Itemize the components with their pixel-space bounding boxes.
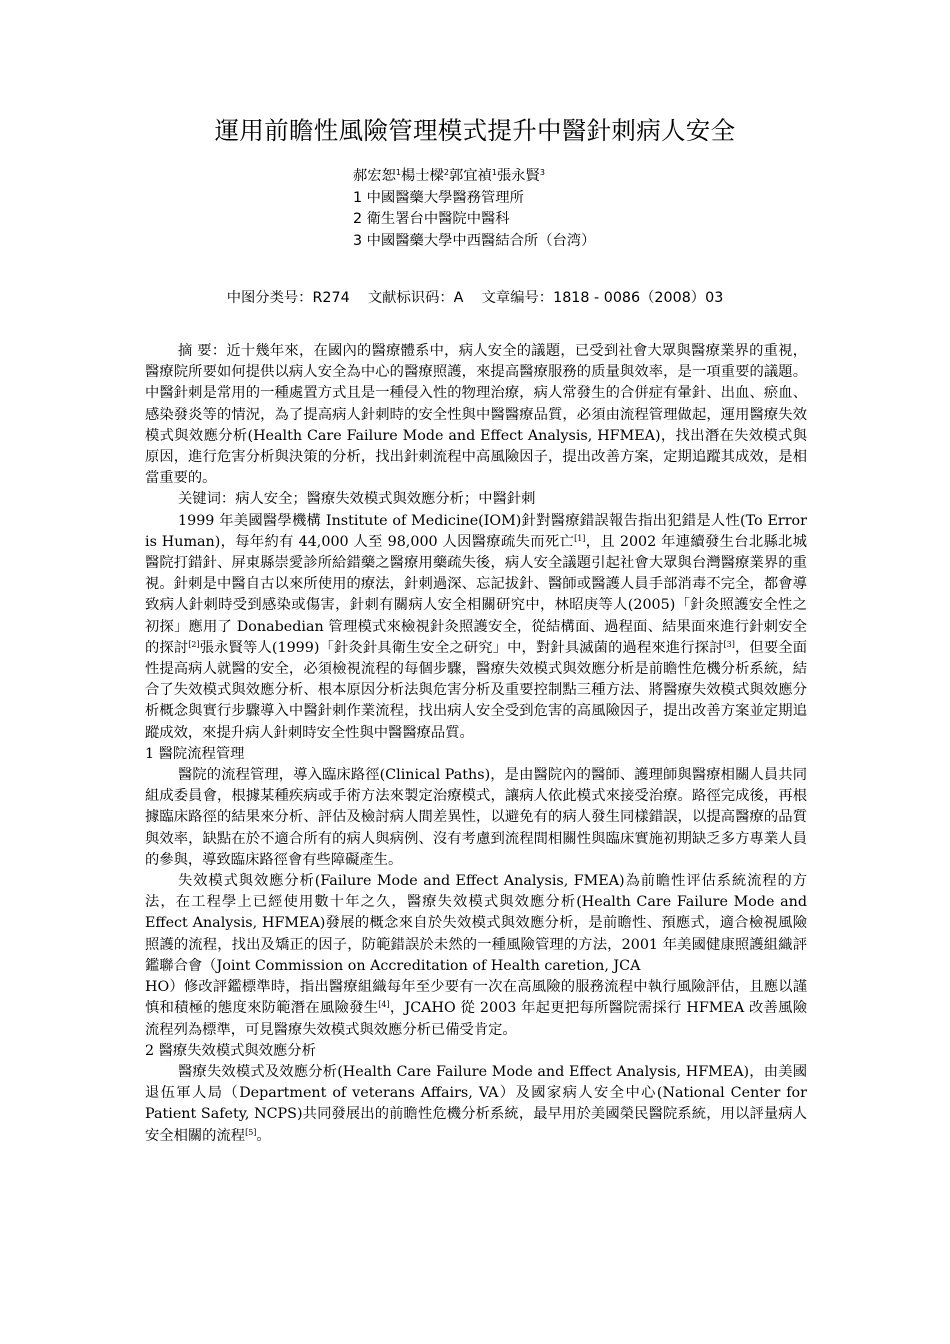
abstract (145, 341, 807, 489)
author-affiliation-mark: 2 (443, 168, 449, 177)
keywords-text: 病人安全；醫療失效模式與效應分析；中醫針刺 (235, 491, 536, 508)
author-name: 郭宜禎 (448, 168, 492, 184)
abstract-label: 摘 要： (178, 343, 227, 359)
keywords (145, 489, 807, 510)
intro-paragraph (145, 511, 807, 744)
text-run: ，但要全面性提高病人就醫的安全，必須檢視流程的每個步驟，醫療失效模式與效應分析是前瞻性危機分析系統，結合了失效模式與效應分析、根本原因分析法與危害分析及重要控制點三種方法、將醫療失效模式與效應分析概念與實行步驟導入中醫針刺作業流程，找出病人安全受到危害的高風險因子，提出改善方案並定期追蹤成效，來提升病人針刺時安全性與中醫醫療品質。 (145, 639, 807, 741)
text-run: 。 (256, 1127, 271, 1144)
section1-paragraph-2 (145, 871, 807, 977)
section1-paragraph-2-cont (145, 977, 807, 1041)
affiliation: 1 中國醫藥大學醫務管理所 (353, 189, 524, 206)
citation: [3] (723, 639, 735, 649)
author-name: 張永賢 (496, 168, 540, 184)
author-block (353, 166, 595, 252)
text-run: 1999 年美國醫學機構 Institute of Medicine(IOM)針對醫療錯誤報告指出犯錯是人性(To Error is Human)，每年約有 44,000 人至 98,000 人因醫療疏失而死亡 (145, 512, 807, 550)
keywords-label: 关键词： (178, 491, 236, 508)
classification-line: 中图分类号：R274 文献标识码：A 文章编号：1818 - 0086（2008）03 (226, 290, 724, 306)
paper-body (145, 341, 807, 1147)
text-run: HO）修改評鑑標準時，指出醫療組織每年至少要有一次在高風險的服務流程中執行風險評估，且應以謹慎和積極的態度來防範潛在風險發生 (145, 979, 807, 1017)
section-heading-2: 2 醫療失效模式與效應分析 (145, 1042, 316, 1059)
section1-paragraph-1: 醫院的流程管理，導入臨床路徑(Clinical Paths)，是由醫院內的醫師、護理師與醫療相關人員共同組成委員會，根據某種疾病或手術方法來製定治療模式，讓病人依此模式來接受治療。路徑完成後，再根據臨床路徑的結果來分析、評估及檢討病人間差異性，以避免有的病人發生同樣錯誤，以提高醫療的品質與效率，缺點在於不適合所有的病人與病例、沒有考慮到流程間相關性與臨床實施初期缺乏多方專業人員的參與，導致臨床路徑會有些障礙產生。 (145, 767, 807, 868)
citation: [2] (188, 639, 200, 649)
text-run: ，JCAHO 從 2003 年起更把每所醫院需採行 HFMEA 改善風險流程列為標準，可見醫療失效模式與效應分析已備受肯定。 (145, 1000, 808, 1038)
text-run: 張永賢等人(1999)「針灸針具衛生安全之研究」中，對針具滅菌的過程來進行探討 (199, 639, 724, 656)
citation: [1] (574, 533, 586, 543)
affiliation: 3 中國醫藥大學中西醫結合所（台湾） (353, 232, 596, 249)
section2-paragraph-1 (145, 1062, 807, 1147)
abstract-text: 近十幾年來，在國內的醫療體系中，病人安全的議題，已受到社會大眾與醫療業界的重視，醫療院所要如何提供以病人安全為中心的醫療照護，來提高醫療服務的质量與效率，是一項重要的議題。中醫針刺是常用的一種處置方式且是一種侵入性的物理治療，病人常發生的合併症有暈針、出血、瘀血、感染發炎等的情況，為了提高病人針刺時的安全性與中醫醫療品質，必須由流程管理做起，運用醫療失效模式與效應分析(Health Care Failure Mode and Effect Analysis, HFMEA)，找出潛在失效模式與原因，進行危害分析與決策的分析，找出針刺流程中高風險因子，提出改善方案，定期追蹤其成效，是相當重要的。 (145, 343, 808, 487)
author-line (353, 166, 595, 188)
text-run: ，且 2002 年連續發生台北縣北城醫院打錯針、屏東縣崇愛診所給錯藥之醫療用藥疏失後，病人安全議題引起社會大眾與台灣醫療業界的重視。針刺是中醫自古以來所使用的療法，針刺過深、忘記拔針、醫師或醫護人員手部消毒不完全，都會導致病人針刺時受到感染或傷害，針刺有關病人安全相關研究中，林昭庚等人(2005)「針灸照護安全性之初探」應用了 Donabedian 管理模式來檢視針灸照護安全，從結構面、過程面、結果面來進行針刺安全的探討 (145, 533, 807, 656)
text-run: 醫療失效模式及效應分析(Health Care Failure Mode and Effect Analysis, HFMEA)，由美國退伍軍人局（Department of veterans Affairs, VA）及國家病人安全中心(National Center for Patient Safety, NCPS)共同發展出的前瞻性危機分析系統，最早用於美國榮民醫院系統，用以評量病人安全相關的流程 (145, 1063, 807, 1144)
citation: [5] (245, 1127, 257, 1137)
section-heading-1: 1 醫院流程管理 (145, 745, 245, 762)
author-name: 楊士樑 (400, 168, 444, 184)
text-run: 失效模式與效應分析(Failure Mode and Effect Analysis, FMEA)為前瞻性评估系統流程的方法，在工程學上已經使用數十年之久，醫療失效模式與效應分析(Health Care Failure Mode and Effect Analysis, HFMEA)發展的概念來自於失效模式與效應分析，是前瞻性、預應式，適合檢視風險照護的流程，找出及矯正的因子，防範錯誤於未然的一種風險管理的方法，2001 年美國健康照護組織評鑑聯合會（Joint Commission on Accreditation of Health caretion, JCA (145, 873, 807, 974)
author-affiliation-mark: 1 (491, 168, 497, 177)
author-affiliation-mark: 1 (395, 168, 401, 177)
author-name: 郝宏恕 (353, 168, 396, 184)
paper-title: 運用前瞻性風險管理模式提升中醫針刺病人安全 (214, 116, 736, 145)
author-affiliation-mark: 3 (539, 168, 545, 177)
affiliation: 2 衛生署台中醫院中醫科 (353, 211, 510, 227)
citation: [4] (378, 1000, 390, 1010)
